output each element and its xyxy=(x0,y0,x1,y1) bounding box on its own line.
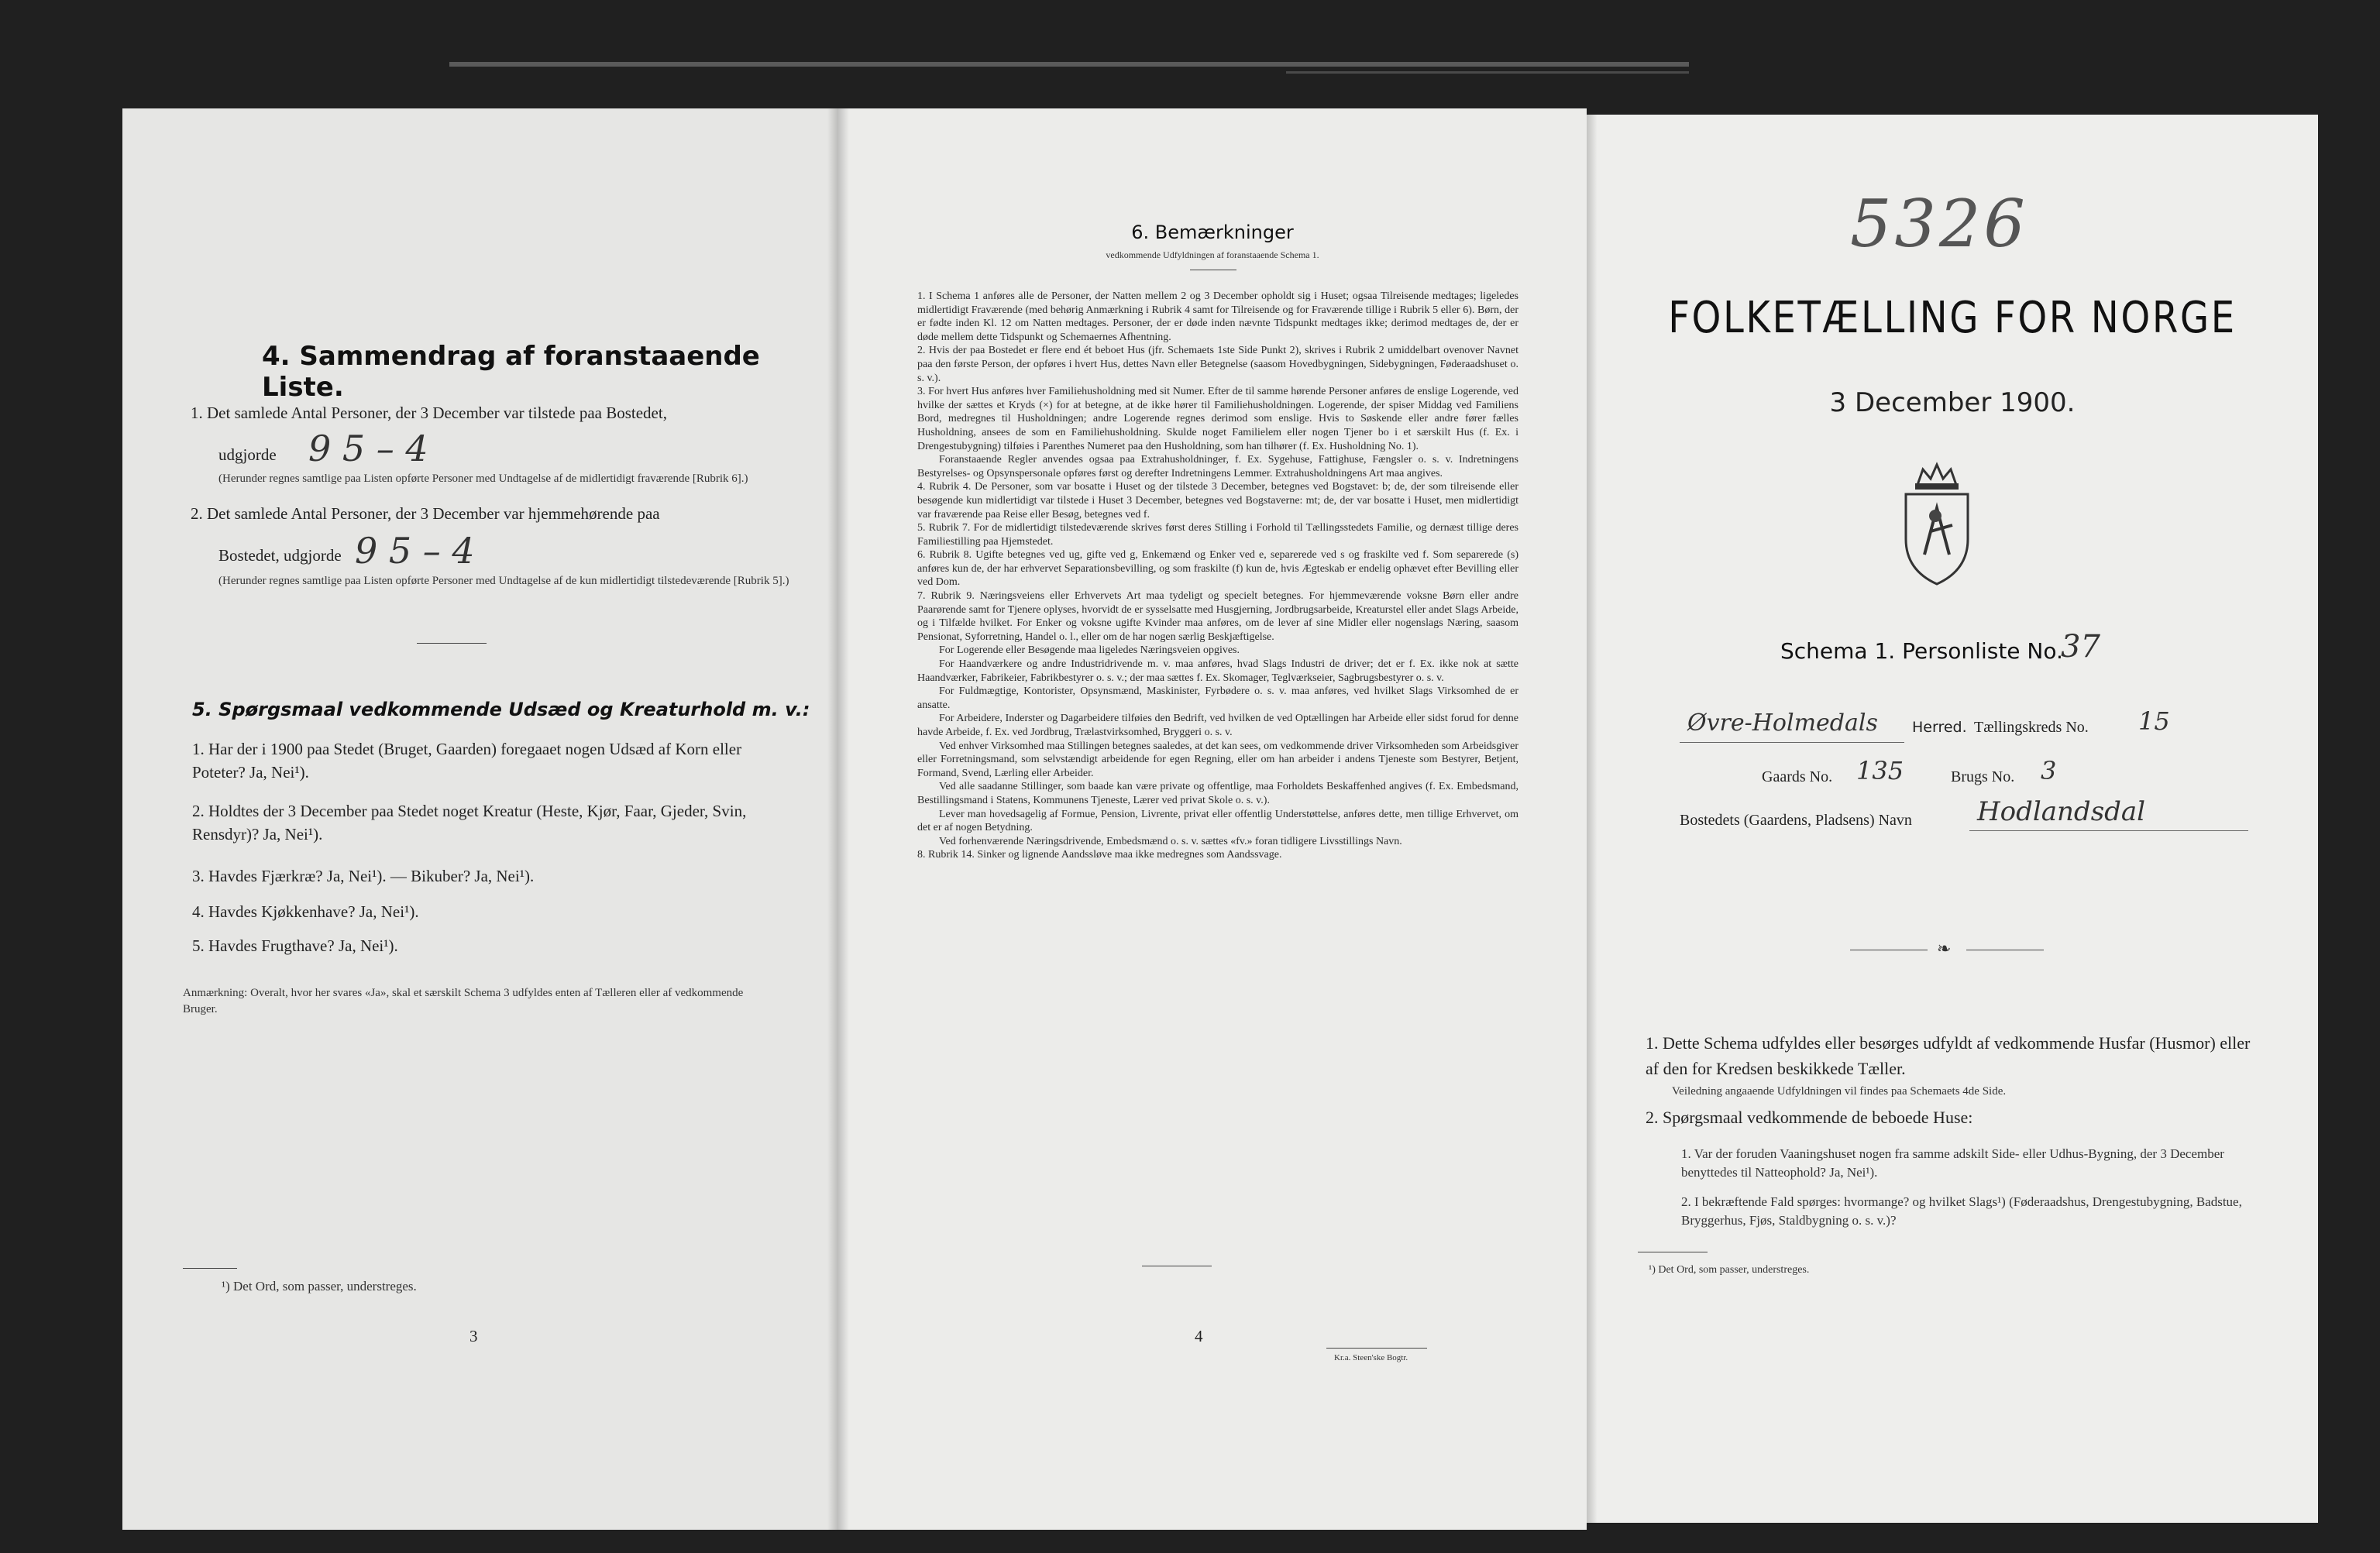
summary-item-2-label: Bostedet, udgjorde xyxy=(218,546,342,565)
bosted-label: Bostedets (Gaardens, Pladsens) Navn xyxy=(1680,812,1912,829)
summary-item-1-label: udgjorde xyxy=(218,445,277,464)
question-4: 4. Havdes Kjøkkenhave? Ja, Nei¹). xyxy=(192,902,419,921)
question-1: 1. Har der i 1900 paa Stedet (Bruget, Gaarden) foregaaet nogen Udsæd af Korn eller Poteter? Ja, Nei¹). xyxy=(192,740,742,782)
printer-credit: Kr.a. Steen'ske Bogtr. xyxy=(1334,1353,1408,1362)
archive-number: 5326 xyxy=(1850,186,2028,262)
right-page xyxy=(1587,115,2318,1523)
remark-7-formue: Lever man hovedsagelig af Formue, Pension, Livrente, privat eller offentlig Understøttelse, anføres dette, men tillige Erhvervet, om det er af nogen Betydning. xyxy=(917,808,1518,834)
remark-7: 7. Rubrik 9. Næringsveiens eller Erhvervets Art maa tydeligt og specielt betegnes. For hjemmeværende voksne Børn eller andre Paarørende samt for Tjenere oplyses, hvorvidt de er sysselsatte med Husgjerning, Jordbrugsarbeide, Kreaturstel eller andet Slags Arbeide, og i Tilfælde hvilket. For Enker og voksne ugifte Kvinder maa anføres, om de lever af sine Midler eller nogenslags Næring, saasom Pensionat, Syforretning, Handel o. l., eller om de har nogen særlig Beskjæftigelse. xyxy=(917,590,1518,643)
printer-rule xyxy=(1326,1348,1427,1349)
main-title: FOLKETÆLLING FOR NORGE xyxy=(1668,293,2237,343)
scanner-edge-line-secondary xyxy=(1286,71,1689,74)
schema-number: 37 xyxy=(2061,629,2100,665)
instruction-1-note: Veiledning angaaende Udfyldningen vil findes paa Schemaets 4de Side. xyxy=(1672,1085,2007,1098)
question-2: 2. Holdtes der 3 December paa Stedet noget Kreatur (Heste, Kjør, Faar, Gjeder, Svin, Rensdyr)? Ja, Nei¹). xyxy=(192,802,747,843)
summary-item-2-note: (Herunder regnes samtlige paa Listen opførte Personer med Undtagelse af de kun midlertidigt tilstedeværende [Rubrik 5].) xyxy=(218,575,789,587)
page-fold-shadow xyxy=(838,108,849,1530)
footnote: ¹) Det Ord, som passer, understreges. xyxy=(222,1279,417,1294)
remark-7-arbeidere: For Arbeidere, Inderster og Dagarbeidere tilføies den Bedrift, ved hvilken de ved Optællingen har Arbeide eller sidst forud for denne havde Arbeide, f. Ex. ved Jordbrug, Trælastvirksomhed, Bryggeri o. s. v. xyxy=(917,713,1518,738)
remark-3-extra: Foranstaaende Regler anvendes ogsaa paa Extrahusholdninger, f. Ex. Sygehuse, Fattighuse, Fængsler o. s. v. Indretningens Bestyrelses- og Opsynspersonale opføres først og derefter Indretningens Lemmer. Extrahusholdningens Art maa angives. xyxy=(917,454,1518,479)
summary-item-1-handwritten: 9 5 – 4 xyxy=(308,428,428,469)
remark-8: 8. Rubrik 14. Sinker og lignende Aandssløve maa ikke medregnes som Aandssvage. xyxy=(917,849,1282,861)
gaards-number: 135 xyxy=(1856,756,1904,785)
coat-of-arms-icon xyxy=(1875,454,1999,593)
remark-1: 1. I Schema 1 anføres alle de Personer, der Natten mellem 2 og 3 December opholdt sig i Huset; ogsaa Tilreisende medtages; ligeledes midlertidigt Fraværende (med behørig Anmærkning i Rubrik 4 samt for Tilreisende og for Fraværende tillige i Rubrik 5 eller 6). Børn, der er fødte inden Kl. 12 om Natten medtages. Personer, der er døde inden nævnte Tidspunkt medtages ikke; derimod medtages de, der er døde mellem dette Tidspunkt og Schemaernes Afhentning. xyxy=(917,290,1518,343)
kreds-label: Tællingskreds No. xyxy=(1974,719,2089,736)
left-page xyxy=(122,108,838,1530)
brugs-number: 3 xyxy=(2041,756,2057,785)
question-5: 5. Havdes Frugthave? Ja, Nei¹). xyxy=(192,936,398,955)
remark-6: 6. Rubrik 8. Ugifte betegnes ved ug, gifte ved g, Enkemænd og Enker ved e, separerede ved s og fraskilte ved f. Som separerede (s) anføres kun de, der har erhvervet Separationsbevilling, og som fraskilte (f) kun de, hvis Ægteskab er endelig ophævet efter Bevilling eller ved Dom. xyxy=(917,549,1518,589)
schema-label: Schema 1. Personliste No. xyxy=(1780,638,2063,664)
page-number: 4 xyxy=(1195,1327,1203,1345)
remark-7-forhenvaerende: Ved forhenværende Næringsdrivende, Embedsmænd o. s. v. sættes «fv.» foran tidligere Livsstillings Navn. xyxy=(939,835,1402,847)
herred-line xyxy=(1680,742,1904,743)
instruction-1: 1. Dette Schema udfyldes eller besørges udfyldt af vedkommende Husfar (Husmor) eller af den for Kredsen beskikkede Tæller. xyxy=(1646,1033,2251,1078)
remark-7-stillinger: Ved alle saadanne Stillinger, som baade kan være private og offentlige, maa Forholdets Beskaffenhed angives (f. Ex. Embedsmand, Bestillingsmand i Statens, Kommunens Tjeneste, Lærer ved privat Skole o. s. v.). xyxy=(917,781,1518,806)
remark-7-fuldmaegtige: For Fuldmægtige, Kontorister, Opsynsmænd, Maskinister, Fyrbødere o. s. v. maa anføres, ved hvilket Slags Virksomhed de er ansatte. xyxy=(917,685,1518,711)
gaards-label: Gaards No. xyxy=(1762,768,1833,785)
remark-7-logerende: For Logerende eller Besøgende maa ligeledes Næringsveien opgives. xyxy=(939,644,1240,657)
kreds-number: 15 xyxy=(2138,706,2170,736)
instruction-2: 2. Spørgsmaal vedkommende de beboede Huse: xyxy=(1646,1108,1973,1127)
remark-3: 3. For hvert Hus anføres hver Familiehusholdning med sit Numer. Efter de til samme hørende Personer anføres de enslige Logerende, ved hvilke der sættes et Kryds (×) for at betegne, at de ikke hører til Familiehusholdningen. Logerende, der spiser Middag ved Familiens Bord, medregnes til Husholdningen; andre Logerende regnes derimod som enslige. Hvis to Søskende eller andre fører fælles Husholdning, ansees de som en Familiehusholdning. Skulde noget Familielem eller nogen Tjener bo i et særskilt Hus (f. Ex. i Drengestubygning) tilføies i Parenthes Numeret paa den Husholdning, som han tilhører (f. Ex. Husholdning No. 1). xyxy=(917,386,1518,452)
remark-2: 2. Hvis der paa Bostedet er flere end ét beboet Hus (jfr. Schemaets 1ste Side Punkt 2), skrives i Rubrik 2 umiddelbart ovenover Navnet paa den første Person, der opføres i hvert Hus, dettes Navn eller Betegnelse (saasom Hovedbygningen, Sidebygningen, Føderaadshuset o. s. v.). xyxy=(917,345,1518,384)
summary-item-2-handwritten: 9 5 – 4 xyxy=(355,530,475,572)
remark-4: 4. Rubrik 4. De Personer, som var bosatte i Huset og der tilstede 3 December, betegnes ved Bogstavet: b; de, der som tilreisende eller besøgende kun midlertidigt var tilstede i Huset 3 December, betegnes ved Bogstaverne: mt; de, der var bosatte i Huset, men midlertidigt var fraværende paa Reise eller Besøg, betegnes ved f. xyxy=(917,481,1518,521)
remarks-title: 6. Bemærkninger xyxy=(1131,222,1294,243)
summary-item-1-note: (Herunder regnes samtlige paa Listen opførte Personer med Undtagelse af de midlertidigt fraværende [Rubrik 6].) xyxy=(218,472,748,485)
footnote-rule xyxy=(183,1268,237,1269)
footnote: ¹) Det Ord, som passer, understreges. xyxy=(1649,1264,1810,1276)
herred-label: Herred. xyxy=(1912,719,1967,736)
middle-page xyxy=(838,108,1587,1530)
question-3: 3. Havdes Fjærkræ? Ja, Nei¹). — Bikuber? Ja, Nei¹). xyxy=(192,867,535,885)
herred-name: Øvre-Holmedals xyxy=(1687,710,1878,737)
summary-item-2: 2. Det samlede Antal Personer, der 3 December var hjemmehørende paa xyxy=(191,504,660,523)
anmerkning-note: Anmærkning: Overalt, hvor her svares «Ja», skal et særskilt Schema 3 udfyldes enten af Tælleren eller af vedkommende Bruger. xyxy=(183,987,744,1015)
remark-5: 5. Rubrik 7. For de midlertidigt tilstedeværende skrives først deres Stilling i Forhold til Tællingsstedets Familie, og dernæst tillige deres Familiestilling paa Hjemstedet. xyxy=(917,522,1518,548)
remark-7-haandvaerkere: For Haandværkere og andre Industridrivende m. v. maa anføres, hvad Slags Industri de driver; det er f. Ex. ikke nok at sætte Haandværker, Fabrikeier, Fabrikbestyrer o. s. v.; der maa sættes f. Ex. Skomager, Teglværkseier, Sagbrugsbestyrer o. s. v. xyxy=(917,658,1518,684)
page-fold-shadow xyxy=(1587,115,1598,1523)
page-fold-shadow xyxy=(827,108,838,1530)
divider xyxy=(417,643,487,644)
bosted-line xyxy=(1969,830,2248,831)
section-4-title: 4. Sammendrag af foranstaaende Liste. xyxy=(262,341,760,403)
section-5-title: 5. Spørgsmaal vedkommende Udsæd og Kreaturhold m. v.: xyxy=(192,699,810,720)
remarks-subtitle: vedkommende Udfyldningen af foranstaaende Schema 1. xyxy=(1106,249,1319,260)
remarks-list xyxy=(917,290,1518,862)
page-number: 3 xyxy=(469,1327,478,1345)
instruction-2-question-2: 2. I bekræftende Fald spørges: hvormange? og hvilket Slags¹) (Føderaadshus, Drengestubygning, Badstue, Bryggerhus, Fjøs, Staldbygning o. s. v.)? xyxy=(1681,1194,2242,1228)
census-date: 3 December 1900. xyxy=(1829,387,2076,418)
bosted-name: Hodlandsdal xyxy=(1977,796,2146,827)
scanner-edge-line xyxy=(449,62,1689,67)
brugs-label: Brugs No. xyxy=(1951,768,2015,785)
instruction-2-question-1: 1. Var der foruden Vaaningshuset nogen fra samme adskilt Side- eller Udhus-Bygning, der 3 December benyttedes til Natteophold? Ja, Nei¹). xyxy=(1681,1146,2224,1180)
remark-7-virksomhed: Ved enhver Virksomhed maa Stillingen betegnes saaledes, at det kan sees, om vedkommende driver Virksomheden som Arbeidsgiver eller Forretningsmand, som selvstændigt arbeidende for egen Regning, eller om han arbeider i andens Tjeneste som Bestyrer, Betjent, Formand, Svend, Lærling eller Arbeider. xyxy=(917,740,1518,779)
summary-item-1: 1. Det samlede Antal Personer, der 3 December var tilstede paa Bostedet, xyxy=(191,404,667,422)
ornament-divider-icon: ❧ xyxy=(1937,939,1952,958)
